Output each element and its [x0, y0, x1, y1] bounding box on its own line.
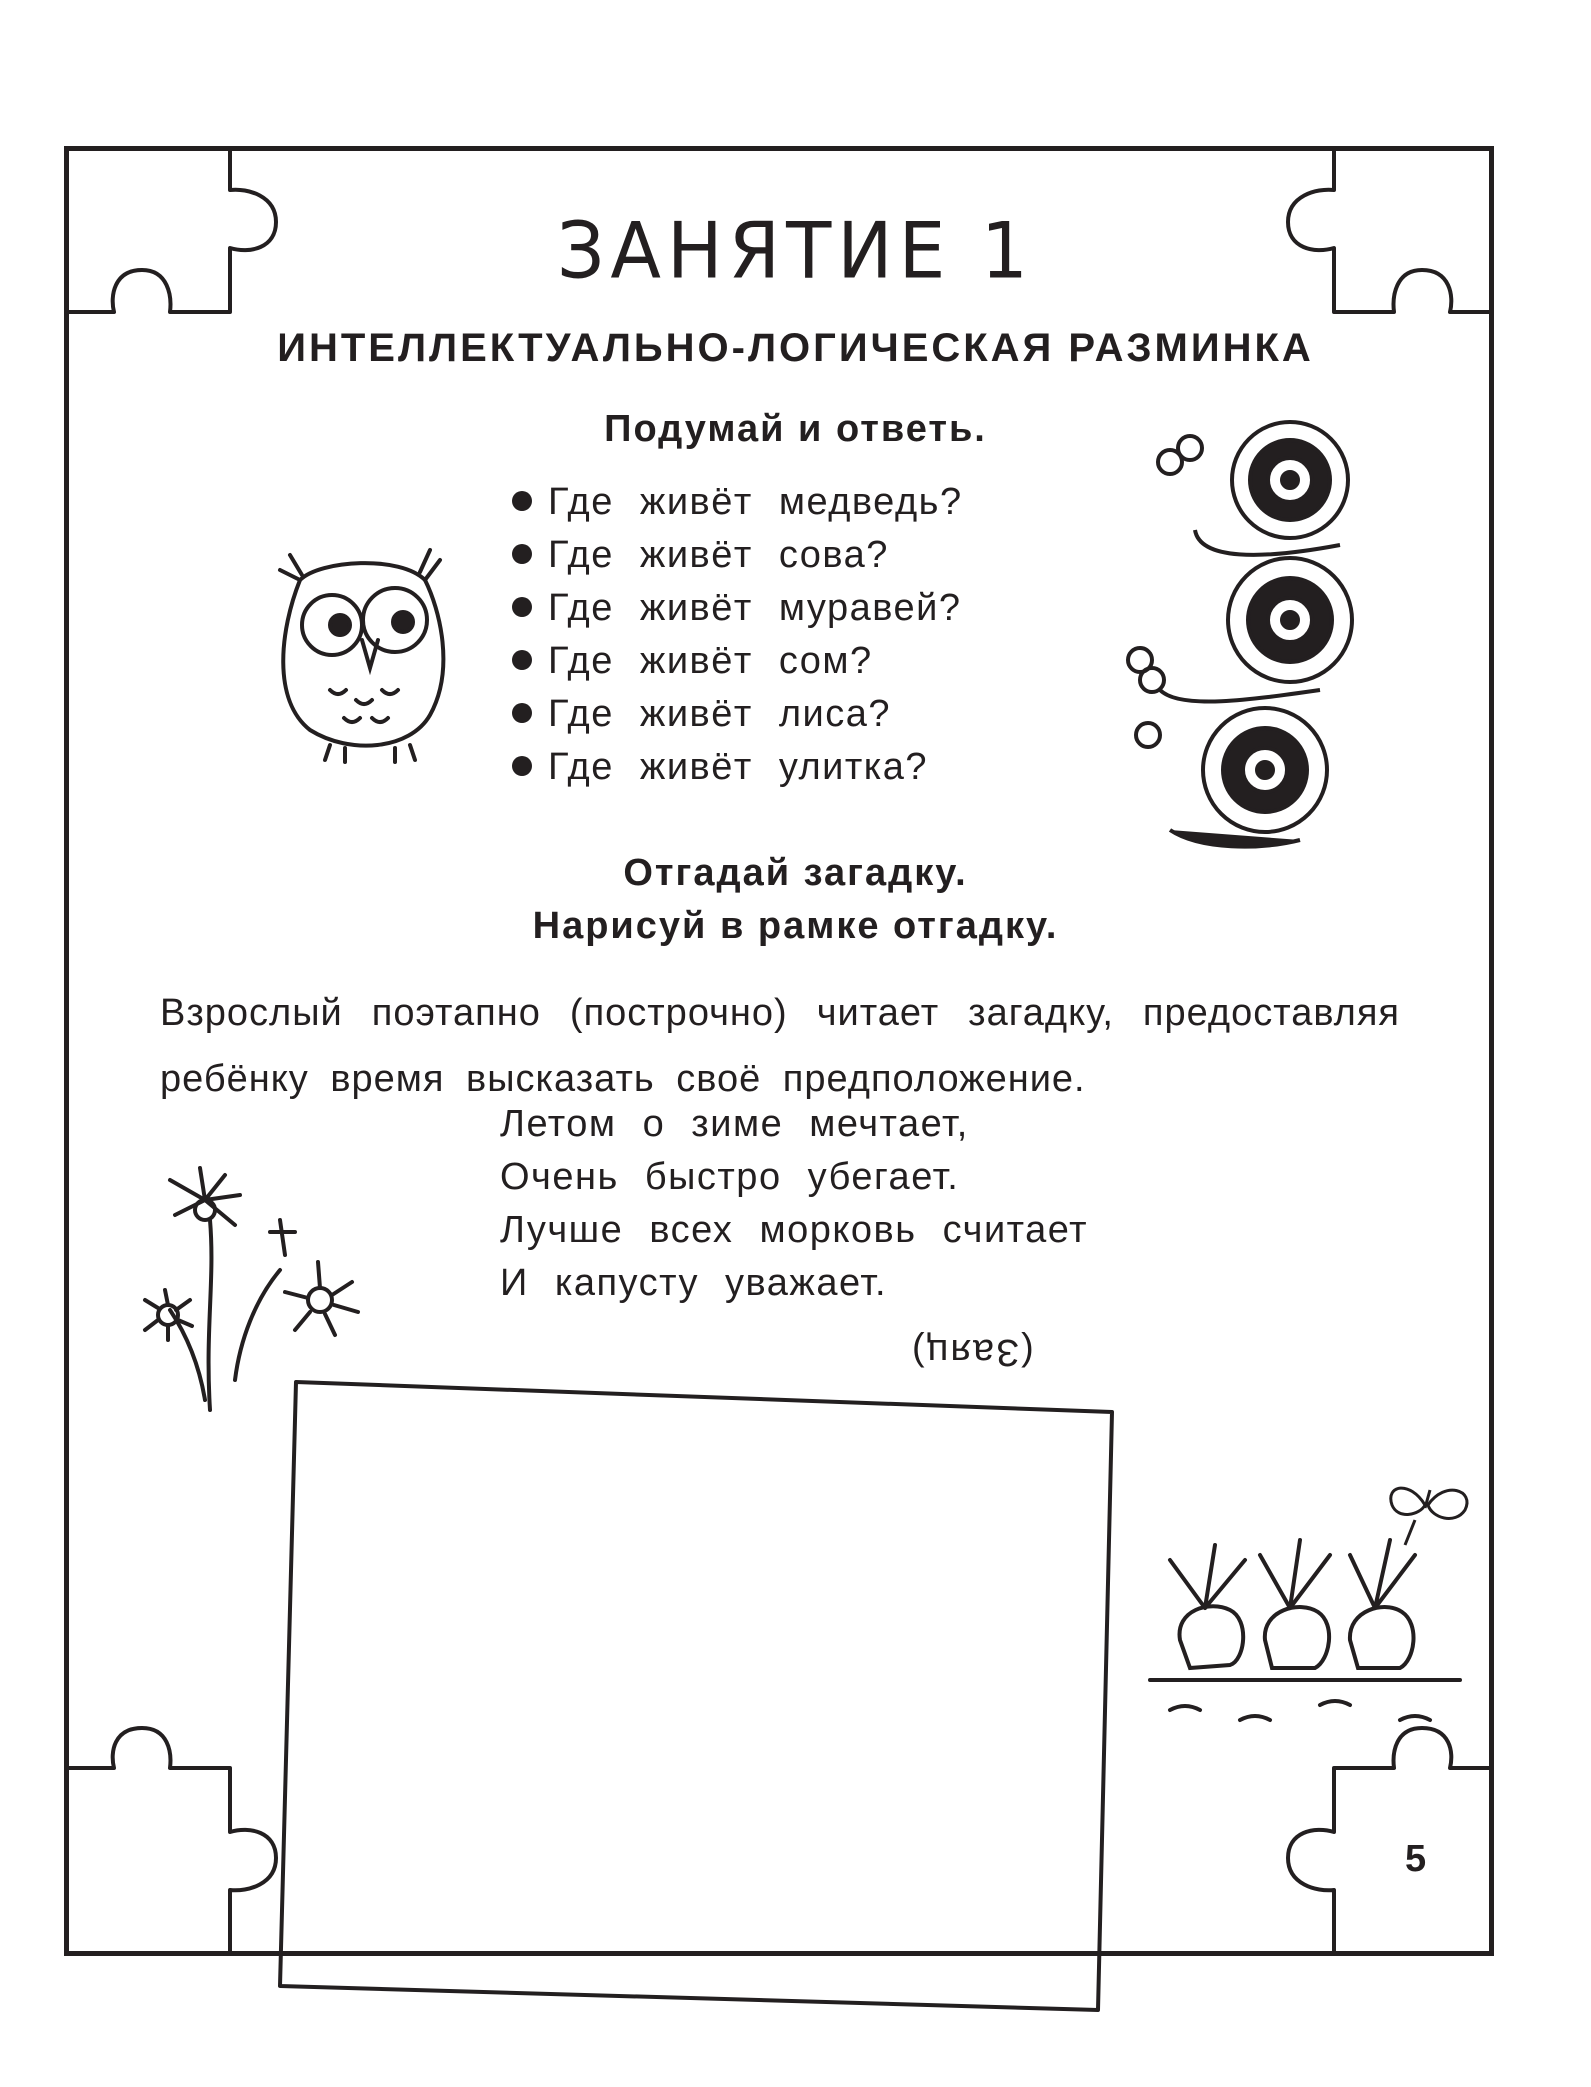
list-item: Где живёт лиса?: [512, 688, 963, 741]
page-title: ЗАНЯТИЕ 1: [556, 205, 1035, 297]
riddle-line: Очень быстро убегает.: [500, 1156, 960, 1198]
task-heading-draw: Нарисуй в рамке отгадку.: [532, 905, 1059, 947]
page-number: 5: [1405, 1838, 1427, 1880]
riddle-line: Летом о зиме мечтает,: [500, 1103, 969, 1145]
task-heading-think: Подумай и ответь.: [604, 408, 987, 450]
list-item: Где живёт сом?: [512, 635, 963, 688]
riddle-answer: (Заяц): [910, 1331, 1034, 1373]
riddle-line: Лучше всех морковь считает: [500, 1209, 1089, 1251]
task-heading-riddle: Отгадай загадку.: [623, 852, 968, 894]
list-item: Где живёт сова?: [512, 529, 963, 582]
list-item: Где живёт муравей?: [512, 582, 963, 635]
section-heading: ИНТЕЛЛЕКТУАЛЬНО-ЛОГИЧЕСКАЯ РАЗМИНКА: [277, 326, 1314, 370]
list-item: Где живёт улитка?: [512, 741, 963, 794]
riddle-line: И капусту уважает.: [500, 1262, 888, 1304]
list-item: Где живёт медведь?: [512, 476, 963, 529]
instruction-text: Взрослый поэтапно (построчно) читает загадку, предоставляя ребёнку время высказать своё предположение.: [160, 992, 1400, 1100]
